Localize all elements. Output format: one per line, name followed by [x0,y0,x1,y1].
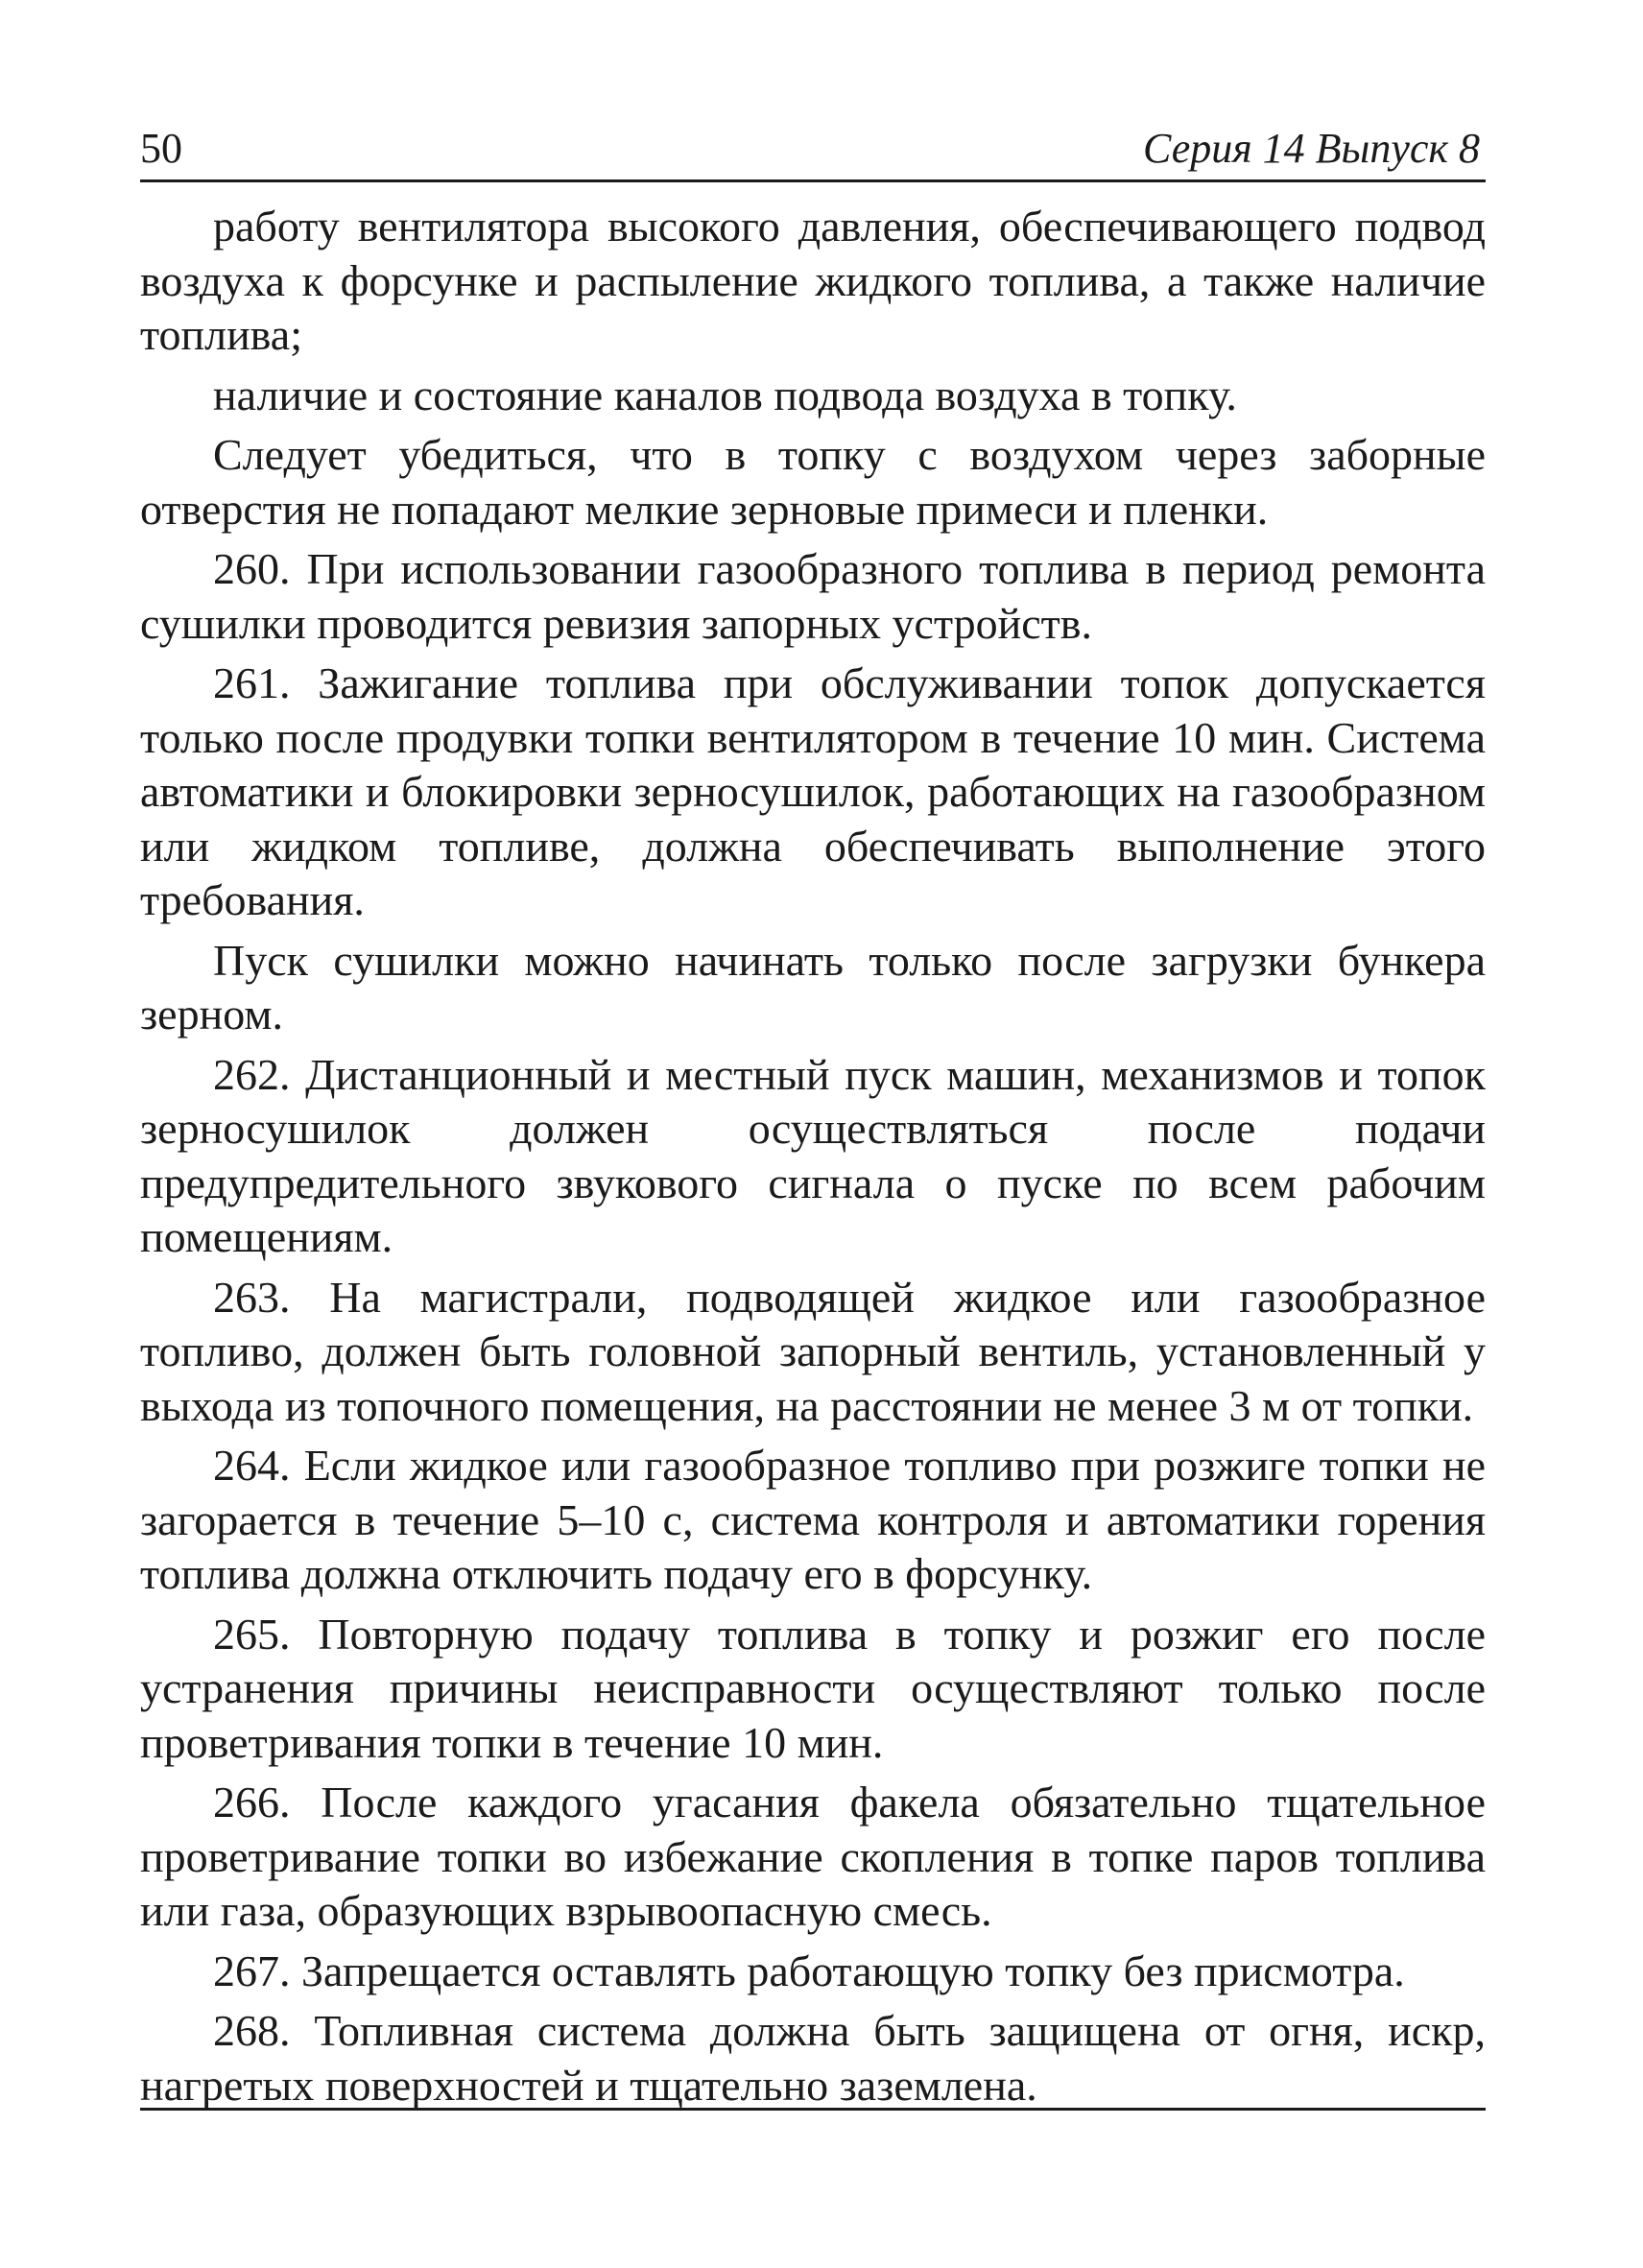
paragraph-262: 262. Дистанционный и местный пуск машин, механизмов и топок зерносушилок должен осуществляться после подачи предупредительного звукового сигнала о пуске по всем рабочим помещениям. [140,1049,1486,1261]
paragraph-268: 268. Топливная система должна быть защищена от огня, искр, нагретых поверхностей и тщательно заземлена. [140,2006,1486,2110]
page-header [140,125,1486,182]
paragraph-260: 260. При использовании газообразного топлива в период ремонта сушилки проводится ревизия запорных устройств. [140,544,1486,648]
paragraph-fuel-supply-check: работу вентилятора высокого давления, обеспечивающего подвод воздуха к форсунке и распыление жидкого топлива, а также наличие топлива; [140,202,1486,359]
paragraph-264: 264. Если жидкое или газообразное топливо при розжиге топки не загорается в течение 5–10 с, система контроля и автоматики горения топлива должна отключить подачу его в форсунку. [140,1441,1486,1598]
paragraph-intake-check: Следует убедиться, что в топку с воздухом через заборные отверстия не попадают мелкие зерновые примеси и пленки. [140,430,1486,534]
paragraph-dryer-start: Пуск сушилки можно начинать только после загрузки бункера зерном. [140,935,1486,1039]
body-text [140,200,1486,2118]
paragraph-air-channels: наличие и состояние каналов подвода воздуха в топку. [213,370,1237,419]
paragraph-261: 261. Зажигание топлива при обслуживании топок допускается только после продувки топки вентилятором в течение 10 мин. Система автоматики и блокировки зерносушилок, работающих на газообразном или жидком топливе, должна обеспечивать выполнение этого требования. [140,658,1486,924]
paragraph-267: 267. Запрещается оставлять работающую топку без присмотра. [213,1946,1405,1995]
paragraph-263: 263. На магистрали, подводящей жидкое или газообразное топливо, должен быть головной запорный вентиль, установленный у выхода из топочного помещения, на расстоянии не менее 3 м от топки. [140,1272,1486,1430]
header-rule [140,179,1486,182]
running-head: Серия 14 Выпуск 8 [1143,125,1480,172]
paragraph-265: 265. Повторную подачу топлива в топку и розжиг его после устранения причины неисправности осуществляют только после проветривания топки в течение 10 мин. [140,1609,1486,1767]
footer-rule [140,2108,1486,2111]
page-number: 50 [140,125,182,172]
paragraph-266: 266. После каждого угасания факела обязательно тщательное проветривание топки во избежание скопления в топке паров топлива или газа, образующих взрывоопасную смесь. [140,1778,1486,1935]
